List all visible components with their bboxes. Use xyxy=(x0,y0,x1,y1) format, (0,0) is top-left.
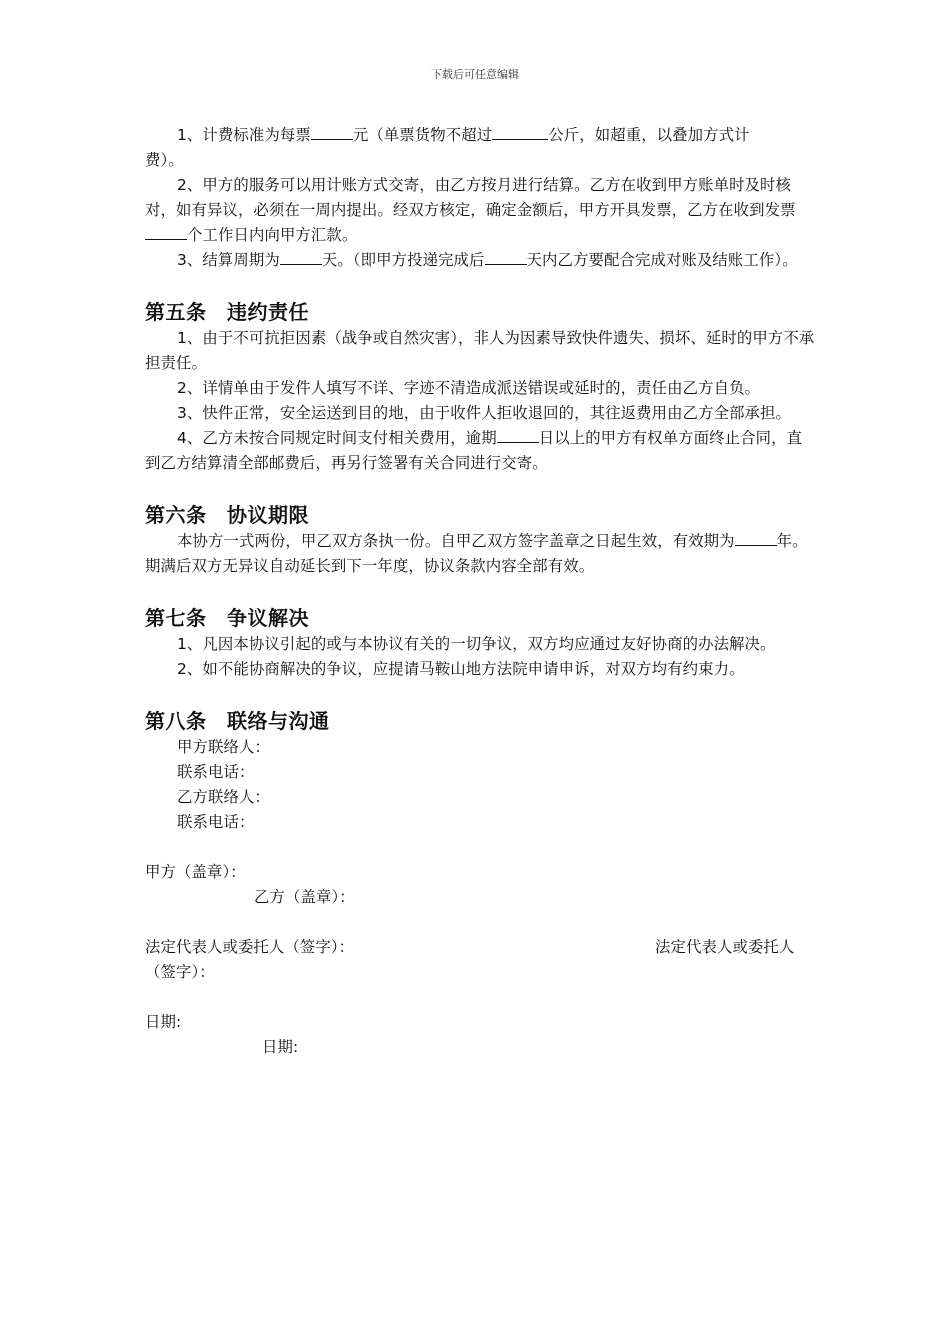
section-5-title: 第五条 违约责任 xyxy=(145,300,309,324)
reconcile-days-blank[interactable] xyxy=(485,250,527,265)
term-text: 本协方一式两份，甲乙双方条执一份。自甲乙双方签字盖章之日起生效，有效期为 xyxy=(177,532,735,550)
section-7-title: 第七条 争议解决 xyxy=(145,606,309,630)
billing-text: 2、甲方的服务可以用计账方式交寄，由乙方按月进行结算。乙方在收到甲方账单时及时核对，如有异议，必须在一周内提出。经双方核定，确定金额后，甲方开具发票，乙方在收到发票 xyxy=(145,176,796,219)
liability-clause-4 xyxy=(145,426,815,476)
dispute-clause-1: 1、凡因本协议引起的或与本协议有关的一切争议，双方均应通过友好协商的办法解决。 xyxy=(177,635,776,653)
settlement-clause xyxy=(145,248,815,273)
overdue-text: 4、乙方未按合同规定时间支付相关费用，逾期 xyxy=(177,429,497,447)
term-years-blank[interactable] xyxy=(735,531,777,546)
dispute-clause-2: 2、如不能协商解决的争议，应提请马鞍山地方法院申请申诉，对双方均有约束力。 xyxy=(177,660,745,678)
section-8-title: 第八条 联络与沟通 xyxy=(145,709,330,733)
party-a-contact-label: 甲方联络人： xyxy=(177,738,270,756)
date-right-label: 日期: xyxy=(262,1038,299,1056)
weight-limit-blank[interactable] xyxy=(492,125,548,140)
weight-limit-text: 元（单票货物不超过 xyxy=(352,126,493,144)
settlement-period-blank[interactable] xyxy=(280,250,322,265)
payment-days-blank[interactable] xyxy=(145,225,187,240)
term-clause xyxy=(145,529,815,579)
fee-per-ticket-blank[interactable] xyxy=(311,125,353,140)
overdue-suffix-text: 日以上的甲方有权单方面终止合同，直到乙方结算清全部邮费后，再另行签署有关合同进行交寄。 xyxy=(145,429,803,472)
contract-body xyxy=(145,123,815,1060)
term-suffix-text: 年。期满后双方无异议自动延长到下一年度，协议条款内容全部有效。 xyxy=(145,532,808,575)
legal-rep-left-label: 法定代表人或委托人（签字）： xyxy=(145,938,355,956)
settlement-mid-text: 天。（即甲方投递完成后 xyxy=(321,251,485,269)
legal-rep-row xyxy=(145,935,815,960)
settlement-text: 3、结算周期为 xyxy=(177,251,280,269)
party-b-seal-label: 乙方（盖章）： xyxy=(254,888,355,906)
liability-clause-1: 1、由于不可抗拒因素（战争或自然灾害），非人为因素导致快件遗失、损坏、延时的甲方不承担责任。 xyxy=(145,329,815,372)
party-a-phone-label: 联系电话： xyxy=(177,763,255,781)
section-6-title: 第六条 协议期限 xyxy=(145,503,309,527)
party-b-phone-label: 联系电话： xyxy=(177,813,255,831)
settlement-suffix-text: 天内乙方要配合完成对账及结账工作）。 xyxy=(526,251,798,269)
party-b-contact-label: 乙方联络人： xyxy=(177,788,270,806)
legal-rep-right-label: 法定代表人或委托人 xyxy=(655,938,795,956)
overdue-days-blank[interactable] xyxy=(497,428,539,443)
fee-suffix-text: 费）。 xyxy=(145,151,184,169)
header-note: 下载后可任意编辑 xyxy=(431,68,519,81)
date-left-label: 日期: xyxy=(145,1013,182,1031)
billing-suffix-text: 个工作日内向甲方汇款。 xyxy=(187,226,358,244)
liability-clause-3: 3、快件正常，安全运送到目的地，由于收件人拒收退回的，其往返费用由乙方全部承担。 xyxy=(177,404,792,422)
billing-clause xyxy=(145,173,815,248)
legal-rep-right-cont: （签字）： xyxy=(145,963,215,981)
party-a-seal-label: 甲方（盖章）： xyxy=(145,863,246,881)
fee-standard-clause xyxy=(145,123,815,173)
fee-standard-text: 1、计费标准为每票 xyxy=(177,126,311,144)
overweight-text: 公斤，如超重，以叠加方式计 xyxy=(548,126,750,144)
liability-clause-2: 2、详情单由于发件人填写不详、字迹不清造成派送错误或延时的，责任由乙方自负。 xyxy=(177,379,761,397)
